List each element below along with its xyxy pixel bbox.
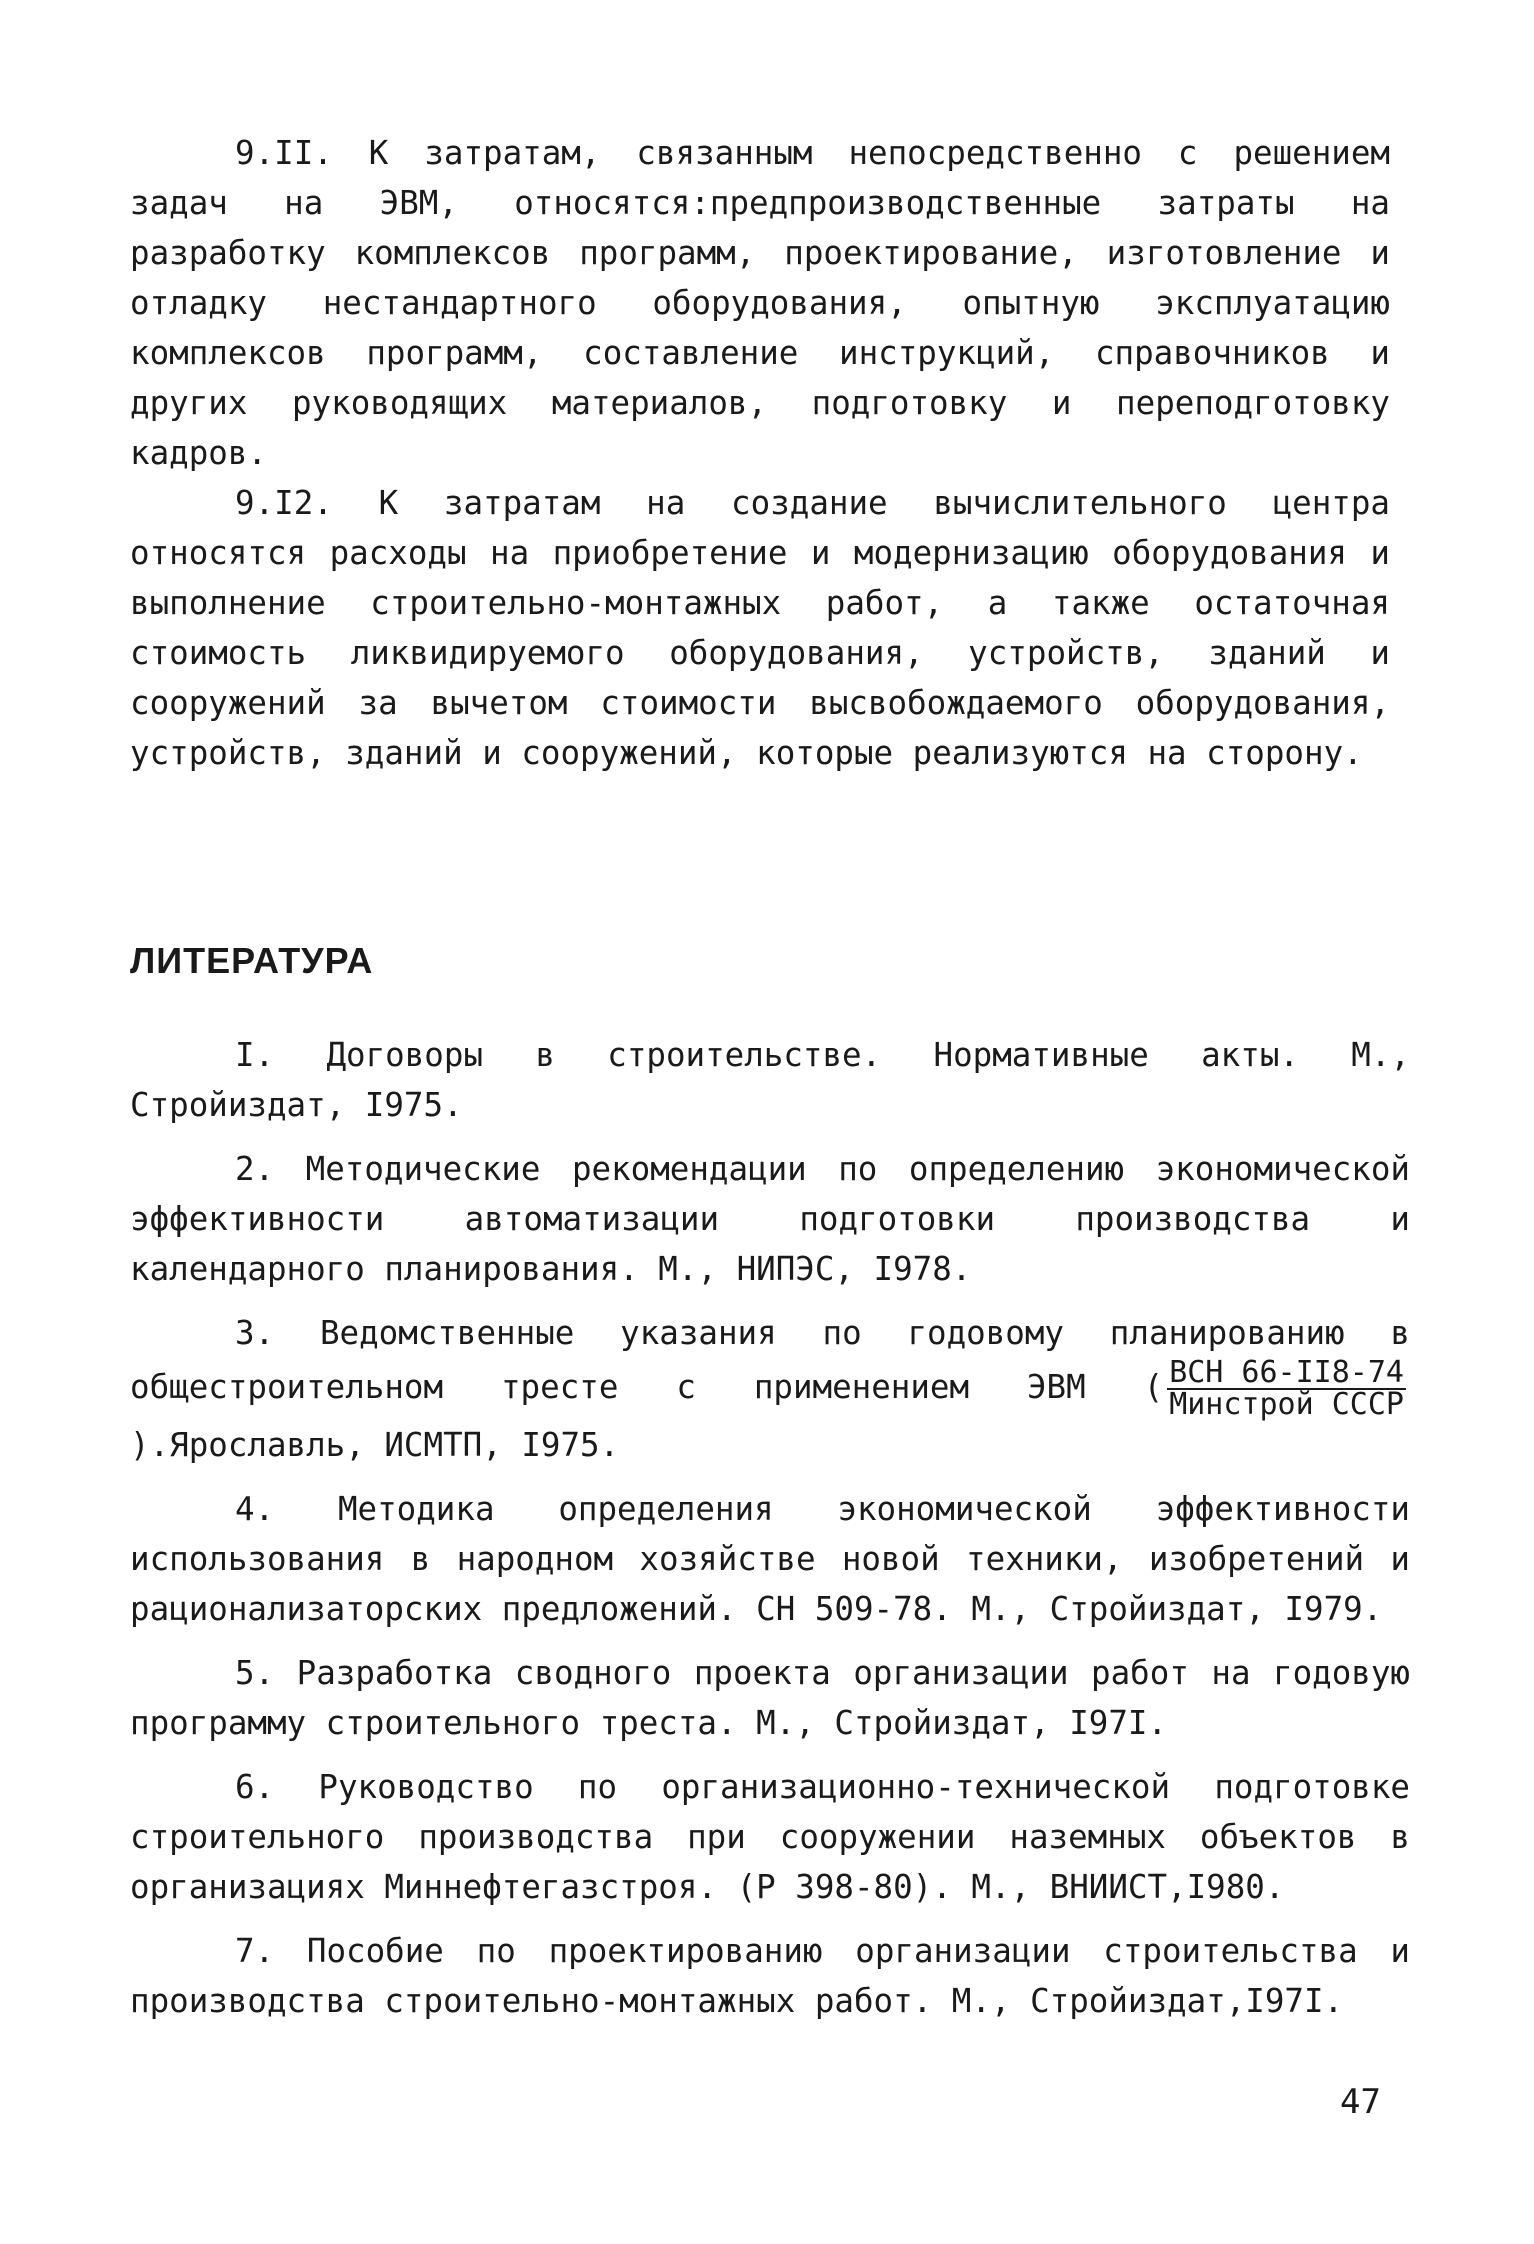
fraction-bottom: Минстрой СССР <box>1169 1387 1404 1422</box>
reference-item-3-before: 3. Ведомственные указания по годовому планированию в общестроительном тресте с применением ЭВМ ( <box>130 1314 1410 1406</box>
fraction-top: ВСН 66-II8-74 <box>1169 1355 1404 1390</box>
body-text <box>130 128 1390 778</box>
literature-heading: ЛИТЕРАТУРА <box>130 940 374 981</box>
document-code-fraction <box>1167 1355 1406 1422</box>
reference-item-6: 6. Руководство по организационно-технической подготовке строительного производства при сооружении наземных объектов в организациях Миннефтегазстроя. (Р 398-80). М., ВНИИСТ,I980. <box>130 1768 1410 1906</box>
reference-item-3 <box>130 1308 1410 1470</box>
paragraph-9-11: 9.II. К затратам, связанным непосредственно с решением задач на ЭВМ, относятся:предпроизводственные затраты на разработку комплексов программ, проектирование, изготовление и отладку нестандартного оборудования, опытную эксплуатацию комплексов программ, составление инструкций, справочников и других руководящих материалов, подготовку и переподготовку кадров. <box>130 134 1390 472</box>
reference-item-5: 5. Разработка сводного проекта организации работ на годовую программу строительного треста. М., Стройиздат, I97I. <box>130 1654 1410 1742</box>
reference-item-4: 4. Методика определения экономической эффективности использования в народном хозяйстве новой техники, изобретений и рационализаторских предложений. СН 509-78. М., Стройиздат, I979. <box>130 1490 1410 1628</box>
reference-item-1: I. Договоры в строительстве. Нормативные акты. М., Стройиздат, I975. <box>130 1036 1410 1124</box>
paragraph-9-12: 9.I2. К затратам на создание вычислительного центра относятся расходы на приобретение и модернизацию оборудования и выполнение строительно-монтажных работ, а также остаточная стоимость ликвидируемого оборудования, устройств, зданий и сооружений за вычетом стоимости высвобождаемого оборудования, устройств, зданий и сооружений, которые реализуются на сторону. <box>130 484 1390 772</box>
literature-list <box>130 1030 1410 2040</box>
reference-item-3-after: ).Ярославль, ИСМТП, I975. <box>130 1426 620 1464</box>
reference-item-2: 2. Методические рекомендации по определению экономической эффективности автоматизации подготовки производства и календарного планирования. М., НИПЭС, I978. <box>130 1150 1410 1288</box>
reference-item-7: 7. Пособие по проектированию организации строительства и производства строительно-монтажных работ. М., Стройиздат,I97I. <box>130 1932 1410 2020</box>
page-number: 47 <box>1340 2082 1381 2122</box>
